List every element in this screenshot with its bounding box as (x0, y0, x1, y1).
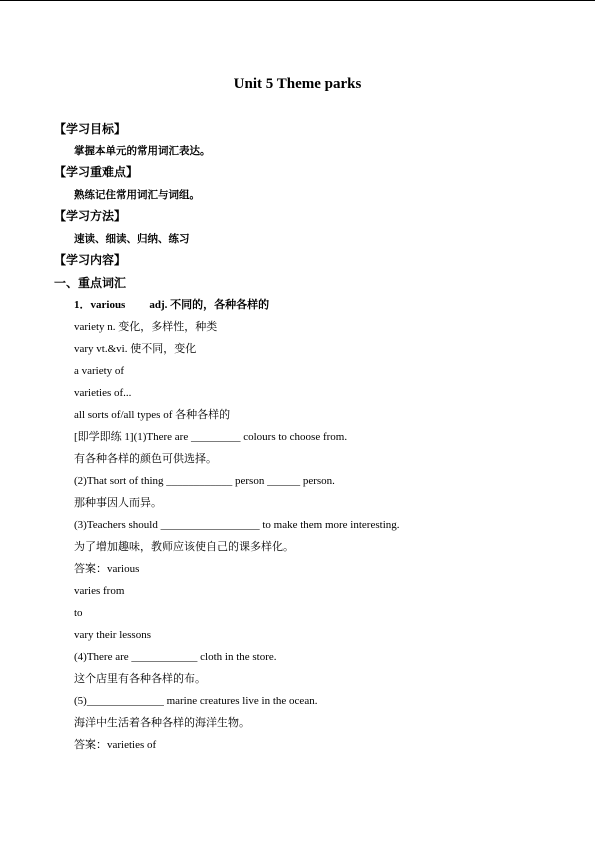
answer-line: to (74, 607, 83, 619)
vocab-meaning: adj. 不同的，各种各样的 (149, 299, 270, 311)
keypoints-text: 熟练记住常用词汇与词组。 (74, 189, 200, 201)
exercise-line: (5)______________ marine creatures live in the ocean. (74, 695, 318, 707)
text-line: vary vt.&vi. 使不同，变化 (74, 343, 197, 355)
page-title: Unit 5 Theme parks (233, 76, 362, 92)
objectives-text: 掌握本单元的常用词汇表达。 (74, 145, 211, 157)
answer-line: 答案：varieties of (74, 739, 157, 751)
text-line: all sorts of/all types of 各种各样的 (74, 409, 231, 421)
objectives-heading: 【学习目标】 (54, 122, 127, 136)
exercise-line: (2)That sort of thing ____________ person ______ person. (74, 475, 335, 487)
translation-line: 海洋中生活着各种各样的海洋生物。 (74, 717, 250, 729)
vocab-word: 1．various (74, 299, 126, 311)
answer-line: 答案：various (74, 563, 140, 575)
answer-line: varies from (74, 585, 125, 597)
translation-line: 为了增加趣味，教师应该使自己的课多样化。 (74, 541, 294, 553)
translation-line: 有各种各样的颜色可供选择。 (74, 453, 217, 465)
vocab-entry-heading (74, 297, 269, 313)
text-line: varieties of... (74, 387, 132, 399)
exercise-line: (3)Teachers should __________________ to make them more interesting. (74, 519, 400, 531)
part1-heading: 一、重点词汇 (54, 276, 127, 290)
translation-line: 这个店里有各种各样的布。 (74, 673, 206, 685)
exercise-line: (4)There are ____________ cloth in the store. (74, 651, 277, 663)
content-heading: 【学习内容】 (54, 253, 127, 267)
keypoints-heading: 【学习重难点】 (54, 165, 139, 179)
methods-heading: 【学习方法】 (54, 209, 127, 223)
text-line: variety n. 变化，多样性，种类 (74, 321, 218, 333)
answer-line: vary their lessons (74, 629, 151, 641)
translation-line: 那种事因人而异。 (74, 497, 162, 509)
exercise-line: [即学即练 1](1)There are _________ colours to choose from. (74, 431, 348, 443)
methods-text: 速读、细读、归纳、练习 (74, 233, 190, 245)
text-line: a variety of (74, 365, 125, 377)
top-border-line (0, 0, 595, 1)
